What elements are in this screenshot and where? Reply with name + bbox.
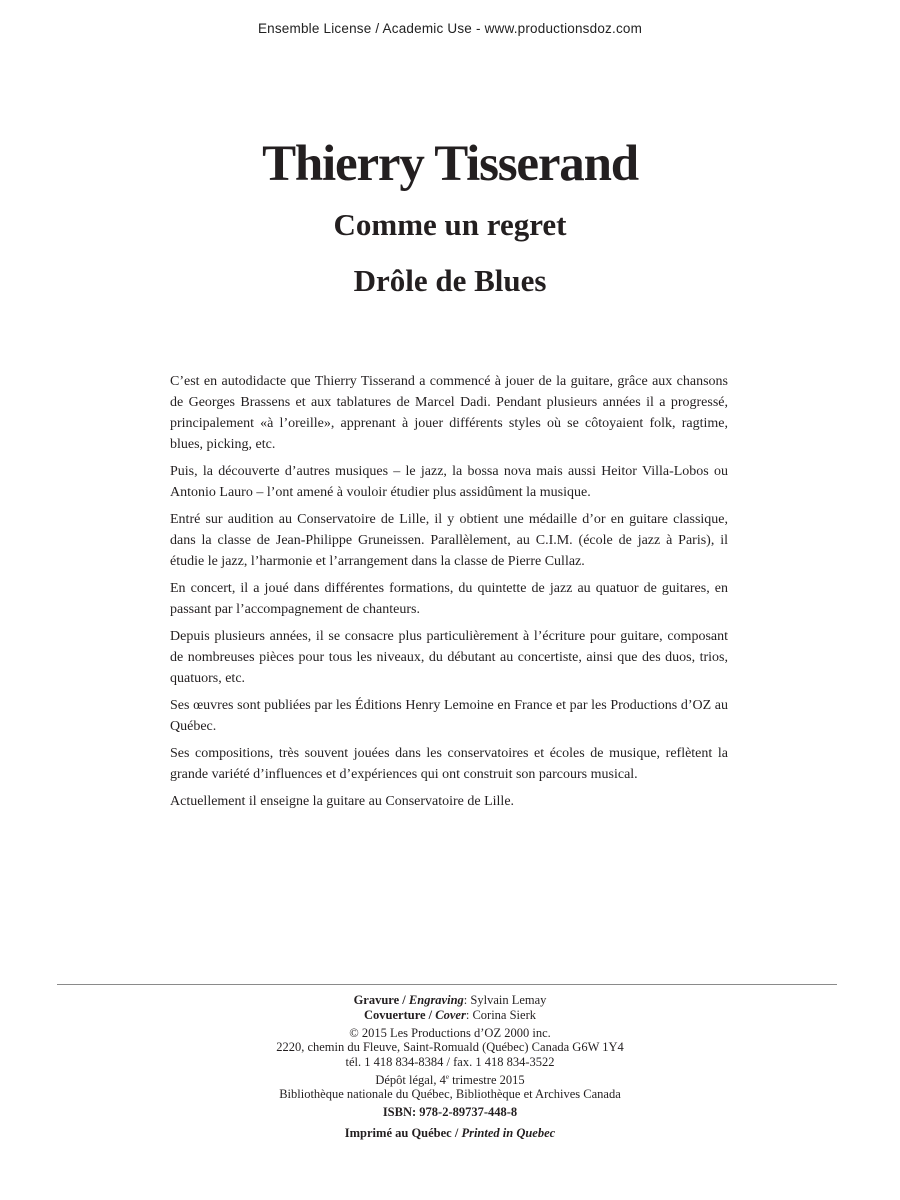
cover-credit: Covuerture / Cover: Corina Sierk	[364, 1007, 536, 1022]
legal-deposit: Dépôt légal, 4e trimestre 2015	[375, 1072, 525, 1087]
libraries: Bibliothèque nationale du Québec, Bibliothèque et Archives Canada	[279, 1087, 621, 1101]
bio-paragraph: En concert, il a joué dans différentes formations, du quintette de jazz au quatuor de guitares, en passant par l’accompagnement de chanteurs.	[170, 581, 728, 617]
bio-paragraph: C’est en autodidacte que Thierry Tisserand a commencé à jouer de la guitare, grâce aux chansons de Georges Brassens et aux tablatures de Marcel Dadi. Pendant plusieurs années il a progressé, principalement «à l’oreille», apprenant à jouer différents styles où se côtoyaient folk, ragtime, blues, picking, etc.	[170, 374, 728, 452]
bio-paragraph: Puis, la découverte d’autres musiques – le jazz, la bossa nova mais aussi Heitor Villa-Lobos ou Antonio Lauro – l’ont amené à vouloir étudier plus assidûment la musique.	[170, 464, 728, 500]
bio-paragraph: Ses compositions, très souvent jouées dans les conservatoires et écoles de musique, reflètent la grande variété d’influences et d’expériences qui ont construit son parcours musical.	[170, 746, 728, 782]
composer-name: Thierry Tisserand	[262, 136, 638, 192]
staff-credits	[0, 993, 900, 1022]
isbn-group	[0, 1105, 900, 1120]
isbn: ISBN: 978-2-89737-448-8	[382, 1105, 518, 1119]
phone-fax: tél. 1 418 834-8384 / fax. 1 418 834-3522	[345, 1054, 555, 1069]
copyright: © 2015 Les Productions d’OZ 2000 inc.	[349, 1025, 551, 1040]
divider	[57, 984, 837, 985]
license-header: Ensemble License / Academic Use - www.productionsdoz.com	[257, 21, 643, 36]
address: 2220, chemin du Fleuve, Saint-Romuald (Québec) Canada G6W 1Y4	[276, 1040, 624, 1054]
bio-paragraph: Depuis plusieurs années, il se consacre plus particulièrement à l’écriture pour guitare, composant de nombreuses pièces pour tous les niveaux, du débutant au concertiste, ainsi que des duos, trios, quatuors, etc.	[170, 629, 728, 686]
credits-block	[0, 993, 900, 1144]
engraving-credit: Gravure / Engraving: Sylvain Lemay	[353, 993, 547, 1007]
bio-paragraph: Ses œuvres sont publiées par les Éditions Henry Lemoine en France et par les Productions d’OZ au Québec.	[170, 698, 728, 734]
legal-deposit-info	[0, 1073, 900, 1102]
bio-paragraph: Entré sur audition au Conservatoire de Lille, il y obtient une médaille d’or en guitare classique, dans la classe de Jean-Philippe Gruneissen. Parallèlement, au C.I.M. (école de jazz à Paris), il étudie le jazz, l’harmonie et l’arrangement dans la classe de Pierre Cullaz.	[170, 512, 728, 569]
biography	[170, 371, 728, 818]
publisher-info	[0, 1026, 900, 1070]
piece-title-2: Drôle de Blues	[353, 263, 547, 298]
piece-title-1: Comme un regret	[333, 207, 567, 242]
printed-in: Imprimé au Québec / Printed in Quebec	[344, 1125, 556, 1140]
printed-group	[0, 1126, 900, 1141]
bio-paragraph: Actuellement il enseigne la guitare au Conservatoire de Lille.	[170, 794, 515, 809]
